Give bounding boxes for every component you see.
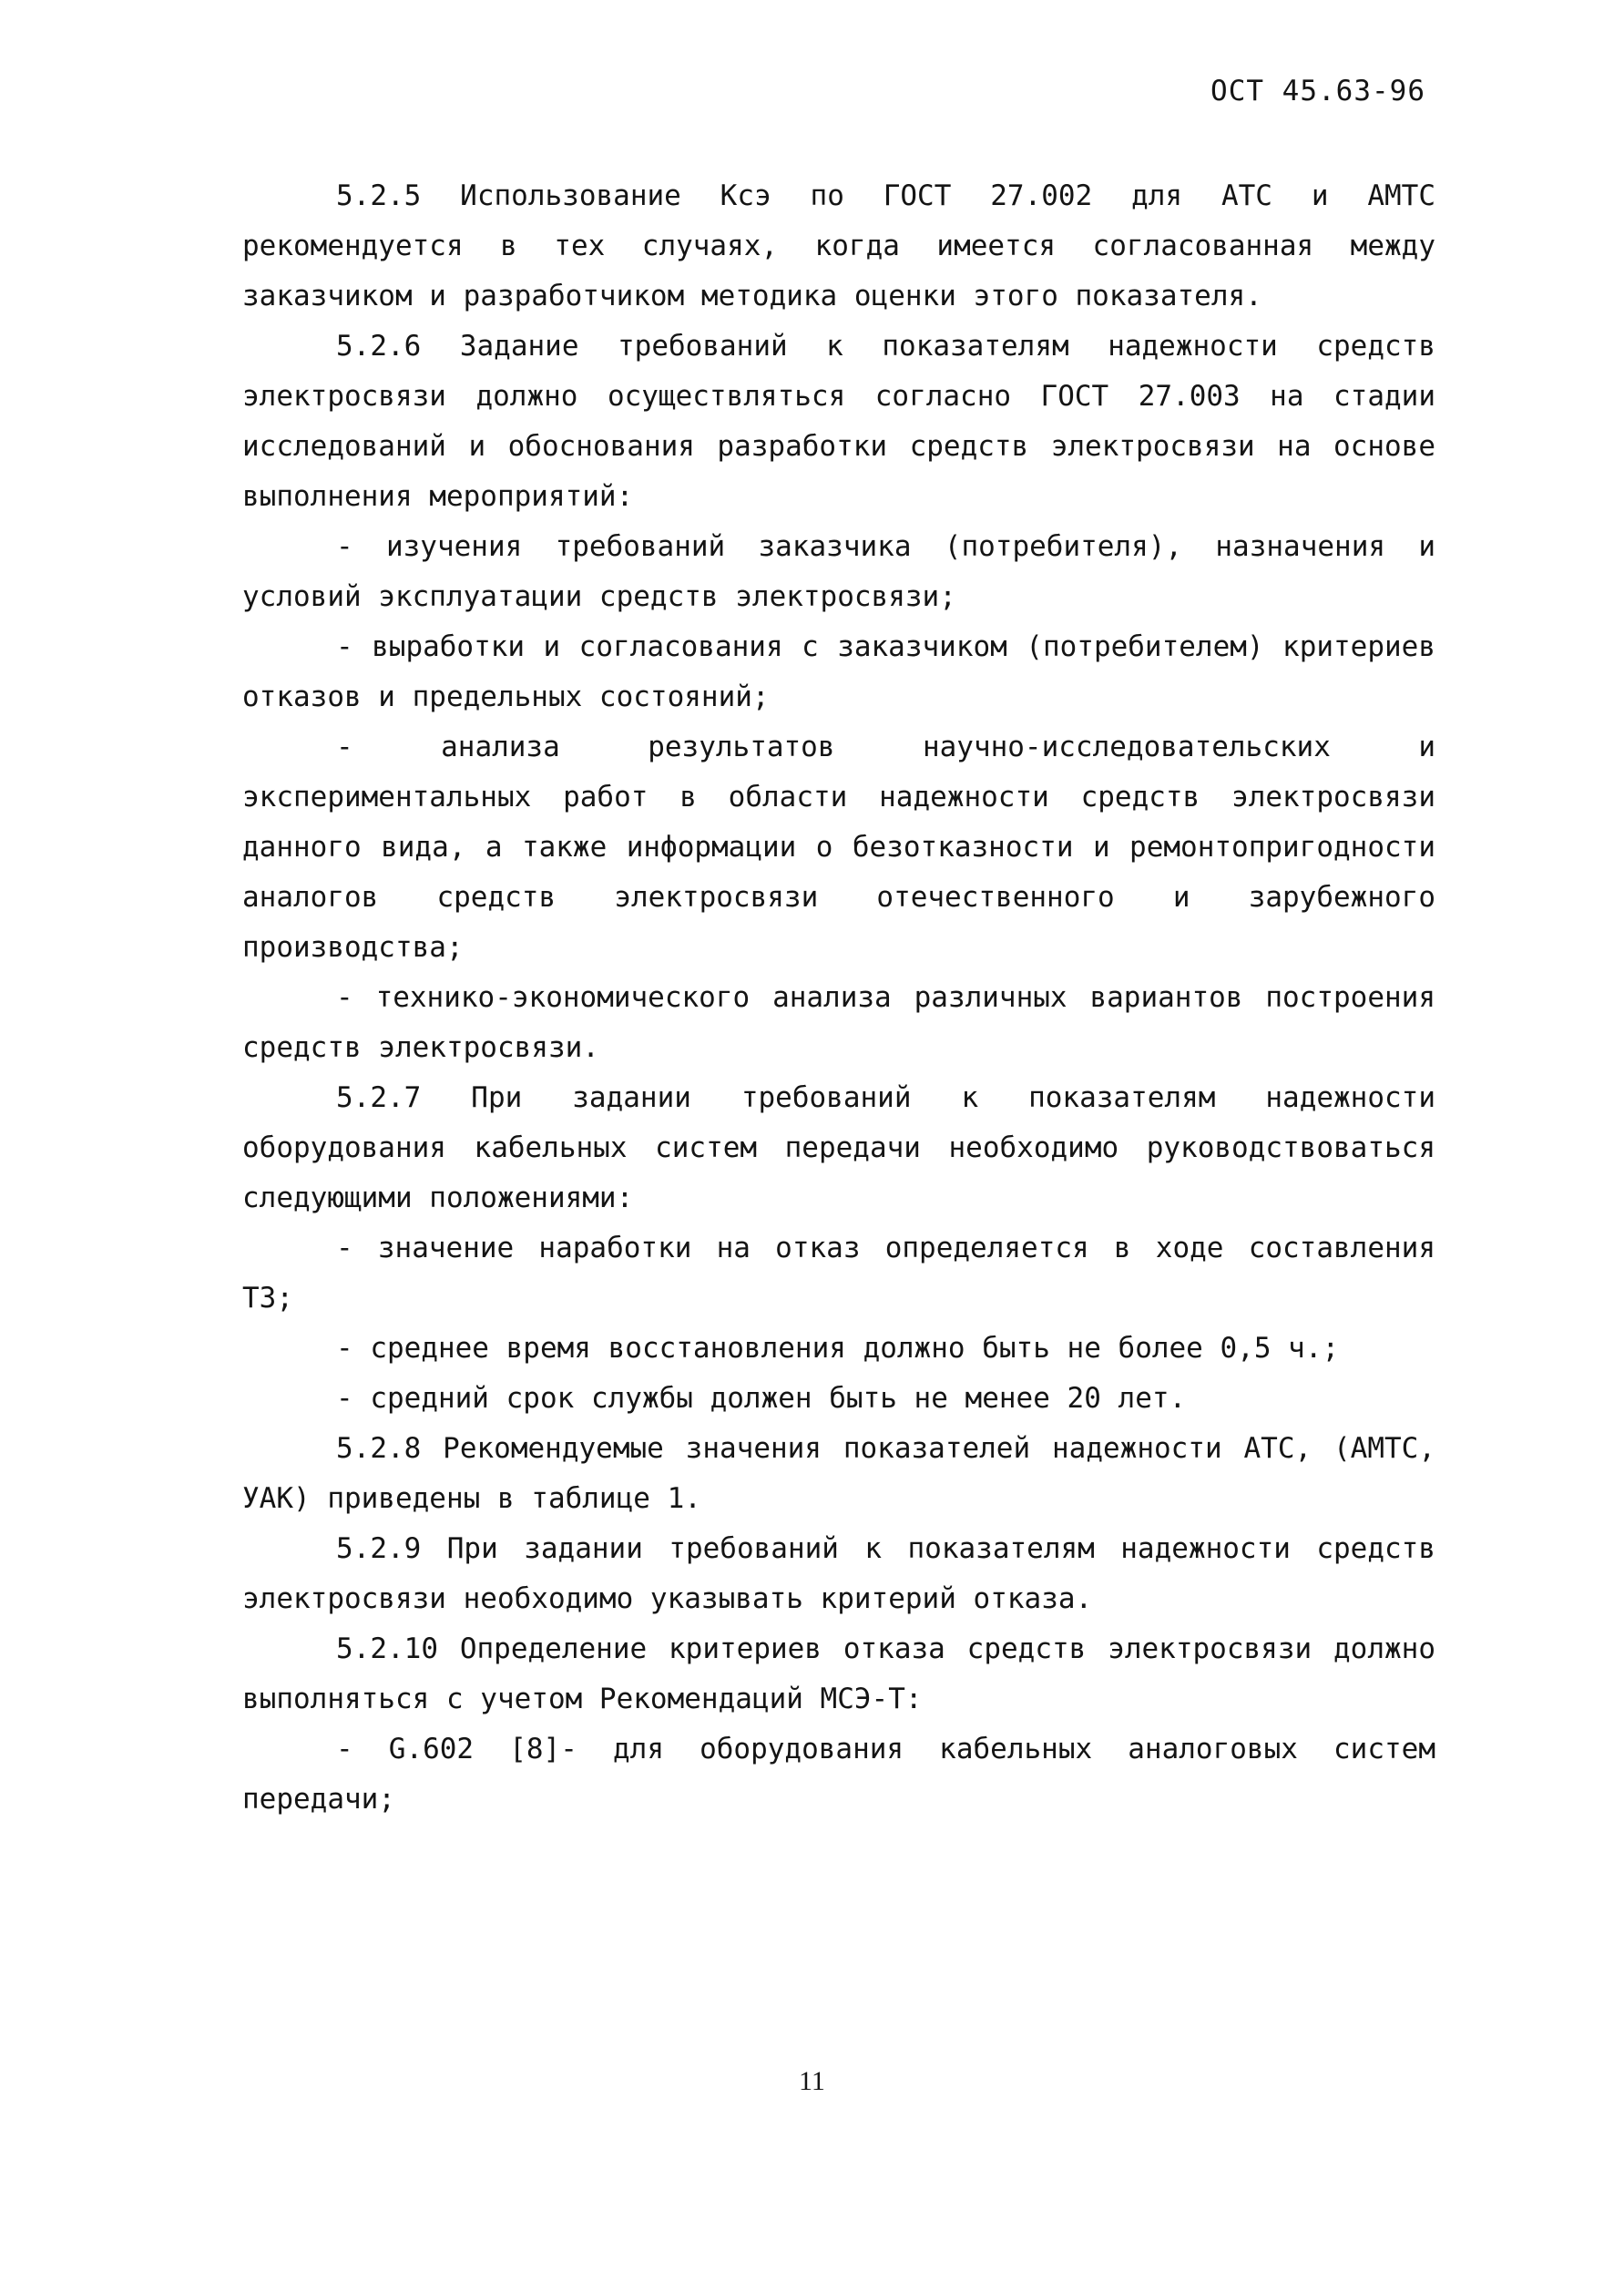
list-item-g602: - G.602 [8]- для оборудования кабельных аналоговых систем передачи; <box>242 1733 1435 1816</box>
document-code-header: ОСТ 45.63-96 <box>1210 75 1425 107</box>
paragraph-5-2-9: 5.2.9 При задании требований к показателям надежности средств электросвязи необходимо указывать критерий отказа. <box>242 1532 1435 1615</box>
paragraph-5-2-8: 5.2.8 Рекомендуемые значения показателей надежности АТС, (АМТС, УАК) приведены в таблице 1. <box>242 1432 1435 1515</box>
paragraph-5-2-10: 5.2.10 Определение критериев отказа средств электросвязи должно выполняться с учетом Рекомендаций МСЭ-Т: <box>242 1632 1435 1715</box>
paragraph-5-2-7: 5.2.7 При задании требований к показателям надежности оборудования кабельных систем передачи необходимо руководствоваться следующими положениями: <box>242 1081 1435 1214</box>
list-item-economic-analysis: - технико-экономического анализа различных вариантов построения средств электросвязи. <box>242 981 1435 1064</box>
paragraph-5-2-5: 5.2.5 Использование Ксэ по ГОСТ 27.002 для АТС и АМТС рекомендуется в тех случаях, когда имеется согласованная между заказчиком и разработчиком методика оценки этого показателя. <box>242 179 1435 312</box>
page-number: 11 <box>799 2066 825 2096</box>
list-item-mtbf: - значение наработки на отказ определяется в ходе составления ТЗ; <box>242 1232 1435 1315</box>
list-item-research-analysis: - анализа результатов научно-исследовательских и экспериментальных работ в области надежности средств электросвязи данного вида, а также информации о безотказности и ремонтопригодности аналогов средств электросвязи отечественного и зарубежного производства; <box>242 731 1435 964</box>
document-body <box>242 171 1435 1825</box>
list-item-failure-criteria: - выработки и согласования с заказчиком (потребителем) критериев отказов и предельных состояний; <box>242 630 1435 713</box>
list-item-requirements-study: - изучения требований заказчика (потребителя), назначения и условий эксплуатации средств электросвязи; <box>242 530 1435 613</box>
list-item-recovery-time: - среднее время восстановления должно быть не более 0,5 ч.; <box>336 1332 1340 1365</box>
list-item-service-life: - средний срок службы должен быть не менее 20 лет. <box>336 1382 1187 1415</box>
paragraph-5-2-6: 5.2.6 Задание требований к показателям надежности средств электросвязи должно осуществляться согласно ГОСТ 27.003 на стадии исследований и обоснования разработки средств электросвязи на основе выполнения мероприятий: <box>242 330 1435 513</box>
